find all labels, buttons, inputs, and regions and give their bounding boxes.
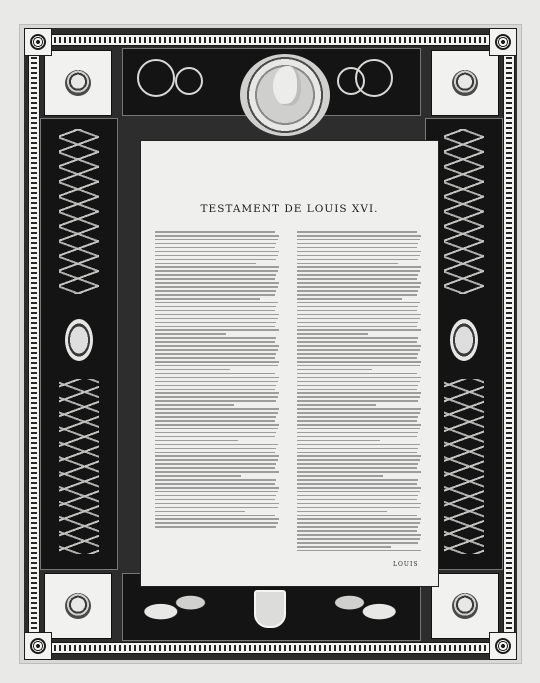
corner-rosette-bottom-right	[489, 632, 517, 660]
text-line	[155, 353, 276, 355]
text-line	[297, 436, 417, 438]
text-line	[297, 298, 402, 300]
text-line	[155, 322, 276, 324]
text-line	[297, 483, 417, 485]
text-line	[155, 341, 275, 343]
text-line	[297, 518, 421, 520]
top-border-band	[36, 34, 507, 46]
text-line	[297, 475, 383, 477]
text-line	[297, 310, 417, 312]
text-line	[155, 495, 276, 497]
text-line	[297, 432, 418, 434]
text-line	[155, 349, 278, 351]
text-line	[297, 381, 420, 383]
text-line	[155, 294, 275, 296]
text-line	[297, 491, 420, 493]
text-line	[155, 503, 279, 505]
text-line	[155, 333, 226, 335]
text-line	[155, 263, 256, 265]
text-line	[297, 522, 420, 524]
text-line	[155, 396, 278, 398]
text-line	[297, 499, 417, 501]
text-line	[155, 522, 278, 524]
text-line	[297, 369, 372, 371]
text-line	[297, 440, 380, 442]
text-line	[155, 298, 260, 300]
text-line	[155, 290, 276, 292]
text-line	[155, 318, 278, 320]
text-line	[297, 542, 418, 544]
text-line	[155, 274, 276, 276]
engraving-sheet	[19, 24, 522, 664]
text-line	[297, 361, 421, 363]
text-line	[155, 381, 278, 383]
left-griffin-icon	[141, 590, 207, 626]
text-column-right	[297, 231, 422, 551]
text-line	[155, 326, 275, 328]
text-line	[297, 302, 420, 304]
text-line	[297, 463, 418, 465]
text-line	[297, 420, 417, 422]
royal-crest-icon	[243, 580, 297, 638]
lion-mask-icon	[452, 70, 478, 96]
text-line	[297, 270, 420, 272]
text-line	[155, 235, 279, 237]
text-line	[155, 459, 278, 461]
corner-rosette-top-left	[24, 28, 52, 56]
text-line	[155, 424, 279, 426]
text-line	[155, 408, 279, 410]
lion-mask-icon	[65, 70, 91, 96]
text-line	[297, 495, 418, 497]
right-border-band	[503, 46, 515, 642]
text-line	[297, 314, 421, 316]
text-line	[297, 259, 418, 261]
text-line	[297, 290, 418, 292]
text-line	[155, 412, 278, 414]
text-line	[297, 365, 420, 367]
lion-mask-bottom-right	[431, 573, 499, 639]
text-line	[155, 266, 279, 268]
portrait-medallion-icon	[240, 54, 330, 136]
text-line	[155, 302, 278, 304]
text-line	[297, 459, 420, 461]
text-line	[155, 404, 234, 406]
text-line	[297, 239, 420, 241]
text-line	[297, 392, 421, 394]
text-line	[155, 310, 275, 312]
text-line	[297, 333, 368, 335]
text-line	[297, 377, 421, 379]
rosette-icon	[30, 638, 46, 654]
text-line	[297, 353, 418, 355]
text-line	[155, 373, 275, 375]
left-oval-emblem-icon	[65, 319, 93, 361]
text-line	[155, 420, 275, 422]
text-line	[155, 369, 230, 371]
text-line	[297, 467, 417, 469]
text-line	[297, 263, 398, 265]
text-line	[155, 337, 276, 339]
right-oval-emblem-icon	[450, 319, 478, 361]
lion-mask-bottom-left	[44, 573, 112, 639]
text-line	[155, 511, 245, 513]
text-line	[297, 526, 418, 528]
left-border-band	[28, 46, 40, 642]
text-line	[155, 526, 276, 528]
text-line	[155, 507, 278, 509]
text-line	[297, 341, 417, 343]
text-line	[297, 337, 418, 339]
testament-text-panel	[140, 140, 439, 587]
text-line	[155, 436, 275, 438]
rosette-icon	[495, 34, 511, 50]
text-line	[155, 231, 275, 233]
text-line	[297, 503, 421, 505]
text-line	[297, 318, 420, 320]
text-line	[297, 487, 421, 489]
text-line	[155, 518, 279, 520]
rosette-icon	[495, 638, 511, 654]
text-line	[155, 357, 275, 359]
text-line	[297, 357, 417, 359]
text-line	[297, 428, 420, 430]
text-line	[297, 444, 420, 446]
left-vertical-panel	[40, 118, 118, 570]
text-line	[297, 231, 417, 233]
text-line	[155, 455, 279, 457]
text-line	[155, 329, 279, 331]
text-line	[297, 515, 417, 517]
text-line	[297, 345, 421, 347]
text-line	[155, 491, 278, 493]
text-line	[297, 389, 417, 391]
text-line	[155, 479, 276, 481]
text-line	[297, 452, 417, 454]
text-line	[297, 455, 421, 457]
text-line	[155, 483, 275, 485]
text-line	[297, 416, 418, 418]
text-column-left	[155, 231, 280, 551]
bottom-border-band	[36, 642, 507, 654]
text-line	[297, 412, 420, 414]
text-line	[155, 428, 278, 430]
text-line	[155, 475, 241, 477]
text-line	[155, 452, 275, 454]
lion-mask-icon	[65, 593, 91, 619]
text-line	[297, 373, 417, 375]
text-line	[155, 487, 279, 489]
text-line	[297, 479, 418, 481]
text-line	[297, 396, 420, 398]
text-line	[155, 361, 279, 363]
text-line	[155, 471, 279, 473]
signature: LOUIS	[393, 561, 419, 568]
text-line	[297, 507, 420, 509]
text-line	[155, 365, 278, 367]
text-line	[155, 377, 279, 379]
rosette-icon	[30, 34, 46, 50]
text-line	[297, 266, 421, 268]
text-line	[297, 400, 418, 402]
text-line	[155, 243, 276, 245]
text-line	[155, 463, 276, 465]
text-line	[155, 286, 278, 288]
text-line	[297, 278, 417, 280]
text-line	[155, 255, 278, 257]
text-line	[155, 467, 275, 469]
text-line	[155, 440, 238, 442]
text-line	[297, 286, 420, 288]
text-line	[155, 416, 276, 418]
text-line	[297, 306, 418, 308]
text-line	[297, 243, 418, 245]
text-line	[155, 251, 279, 253]
text-line	[297, 404, 376, 406]
text-line	[155, 515, 275, 517]
lion-mask-top-right	[431, 50, 499, 116]
text-line	[297, 294, 417, 296]
text-line	[297, 550, 421, 551]
text-line	[155, 239, 278, 241]
text-line	[297, 235, 421, 237]
text-line	[297, 255, 420, 257]
text-line	[155, 247, 275, 249]
document-title: TESTAMENT DE LOUIS XVI.	[200, 203, 379, 215]
text-line	[297, 251, 421, 253]
text-line	[155, 345, 279, 347]
text-line	[297, 424, 421, 426]
text-line	[297, 511, 387, 513]
corner-rosette-top-right	[489, 28, 517, 56]
text-line	[297, 326, 417, 328]
text-line	[297, 546, 391, 548]
text-line	[155, 448, 276, 450]
text-line	[155, 385, 276, 387]
text-line	[297, 385, 418, 387]
text-line	[155, 389, 275, 391]
lion-mask-top-left	[44, 50, 112, 116]
text-line	[155, 400, 276, 402]
text-line	[297, 349, 420, 351]
text-line	[297, 534, 421, 536]
right-griffin-icon	[333, 590, 399, 626]
text-line	[155, 270, 278, 272]
text-line	[155, 432, 276, 434]
text-line	[297, 530, 417, 532]
text-line	[297, 471, 421, 473]
text-line	[155, 392, 279, 394]
text-line	[297, 329, 421, 331]
text-line	[155, 499, 275, 501]
text-line	[297, 322, 418, 324]
text-line	[155, 314, 279, 316]
text-line	[155, 306, 276, 308]
text-line	[297, 408, 421, 410]
text-line	[297, 247, 417, 249]
text-line	[155, 444, 278, 446]
text-line	[155, 282, 279, 284]
text-line	[155, 259, 276, 261]
text-line	[297, 274, 418, 276]
text-line	[297, 282, 421, 284]
text-line	[297, 538, 420, 540]
lion-mask-icon	[452, 593, 478, 619]
text-line	[155, 278, 275, 280]
text-line	[297, 448, 418, 450]
corner-rosette-bottom-left	[24, 632, 52, 660]
